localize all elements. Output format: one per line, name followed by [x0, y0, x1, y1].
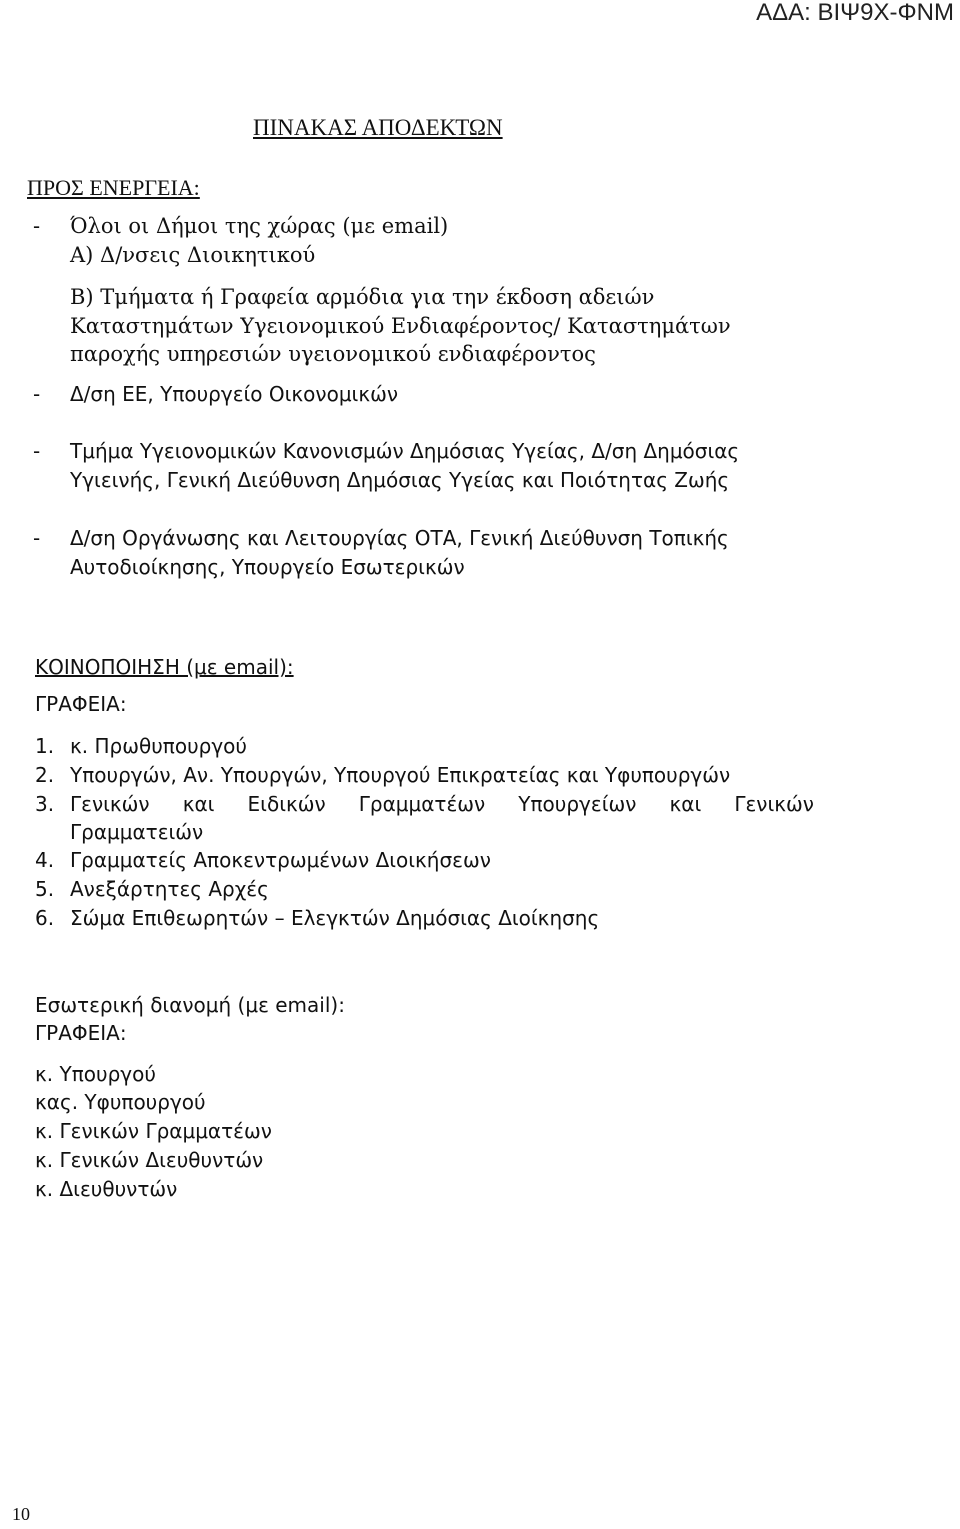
- item2-text: Δ/ση ΕΕ, Υπουργείο Οικονομικών: [70, 382, 399, 406]
- list-item-justified: [70, 790, 814, 819]
- list-number: 2.: [35, 763, 55, 787]
- item3-line2: Υγιεινής, Γενική Διεύθυνση Δημόσιας Υγείας και Ποιότητας Ζωής: [70, 468, 730, 492]
- item3-line1: Τμήμα Υγειονομικών Κανονισμών Δημόσιας Υγείας, Δ/ση Δημόσιας: [70, 439, 740, 463]
- internal-heading: Εσωτερική διανομή (με email):: [35, 993, 345, 1017]
- word: και: [182, 792, 215, 816]
- item1-line3: Β) Τμήματα ή Γραφεία αρμόδια για την έκδοση αδειών: [70, 285, 655, 309]
- word: Γενικών: [734, 792, 814, 816]
- bullet-dash: -: [33, 439, 41, 463]
- list-number: 6.: [35, 906, 55, 930]
- item1-line5: παροχής υπηρεσιών υγειονομικού ενδιαφέροντος: [70, 342, 596, 366]
- item1-line1: Όλοι οι Δήμοι της χώρας (με email): [70, 214, 449, 238]
- list-item: [35, 904, 815, 933]
- list-item: [35, 732, 815, 761]
- item4-line2: Αυτοδιοίκησης, Υπουργείο Εσωτερικών: [70, 555, 465, 579]
- list-item: [35, 875, 815, 904]
- ada-code: ΑΔΑ: ΒΙΨ9Χ-ΦΝΜ: [756, 0, 954, 26]
- list-text: Ανεξάρτητες Αρχές: [70, 877, 269, 901]
- item1-line2: Α) Δ/νσεις Διοικητικού: [70, 243, 316, 267]
- item4-line1: Δ/ση Οργάνωσης και Λειτουργίας ΟΤΑ, Γενική Διεύθυνση Τοπικής: [70, 526, 729, 550]
- for-action-heading: ΠΡΟΣ ΕΝΕΡΓΕΙΑ:: [27, 175, 200, 200]
- item1-line4: Καταστημάτων Υγειονομικού Ενδιαφέροντος/ Καταστημάτων: [70, 314, 731, 338]
- internal-item: κ. Γενικών Διευθυντών: [35, 1148, 264, 1172]
- list-text: κ. Πρωθυπουργού: [70, 734, 247, 758]
- word: Γραμματέων: [358, 792, 486, 816]
- notification-offices-label: ΓΡΑΦΕΙΑ:: [35, 692, 127, 716]
- list-number: 1.: [35, 734, 55, 758]
- page-number: 10: [12, 1504, 30, 1524]
- bullet-dash: -: [33, 214, 41, 238]
- notification-heading: ΚΟΙΝΟΠΟΙΗΣΗ (με email):: [35, 655, 294, 679]
- list-text: Υπουργών, Αν. Υπουργών, Υπουργού Επικρατείας και Υφυπουργών: [70, 763, 731, 787]
- internal-item: κ. Διευθυντών: [35, 1177, 178, 1201]
- word: Γενικών: [70, 792, 150, 816]
- page-title: ΠΙΝΑΚΑΣ ΑΠΟΔΕΚΤΩΝ: [253, 115, 503, 140]
- list-text-continuation: Γραμματειών: [70, 820, 204, 844]
- list-number: 4.: [35, 848, 55, 872]
- list-number: 3.: [35, 792, 55, 816]
- bullet-dash: -: [33, 526, 41, 550]
- internal-item: κ. Υπουργού: [35, 1062, 156, 1086]
- internal-offices-label: ΓΡΑΦΕΙΑ:: [35, 1021, 127, 1045]
- list-item: [35, 846, 815, 875]
- list-number: 5.: [35, 877, 55, 901]
- internal-item: κ. Γενικών Γραμματέων: [35, 1119, 272, 1143]
- word: Υπουργείων: [518, 792, 637, 816]
- bullet-dash: -: [33, 382, 41, 406]
- list-text: Σώμα Επιθεωρητών – Ελεγκτών Δημόσιας Διοίκησης: [70, 906, 600, 930]
- word: Ειδικών: [247, 792, 326, 816]
- word: και: [669, 792, 702, 816]
- list-text: Γραμματείς Αποκεντρωμένων Διοικήσεων: [70, 848, 491, 872]
- list-item: [35, 761, 815, 790]
- internal-item: κας. Υφυπουργού: [35, 1090, 206, 1114]
